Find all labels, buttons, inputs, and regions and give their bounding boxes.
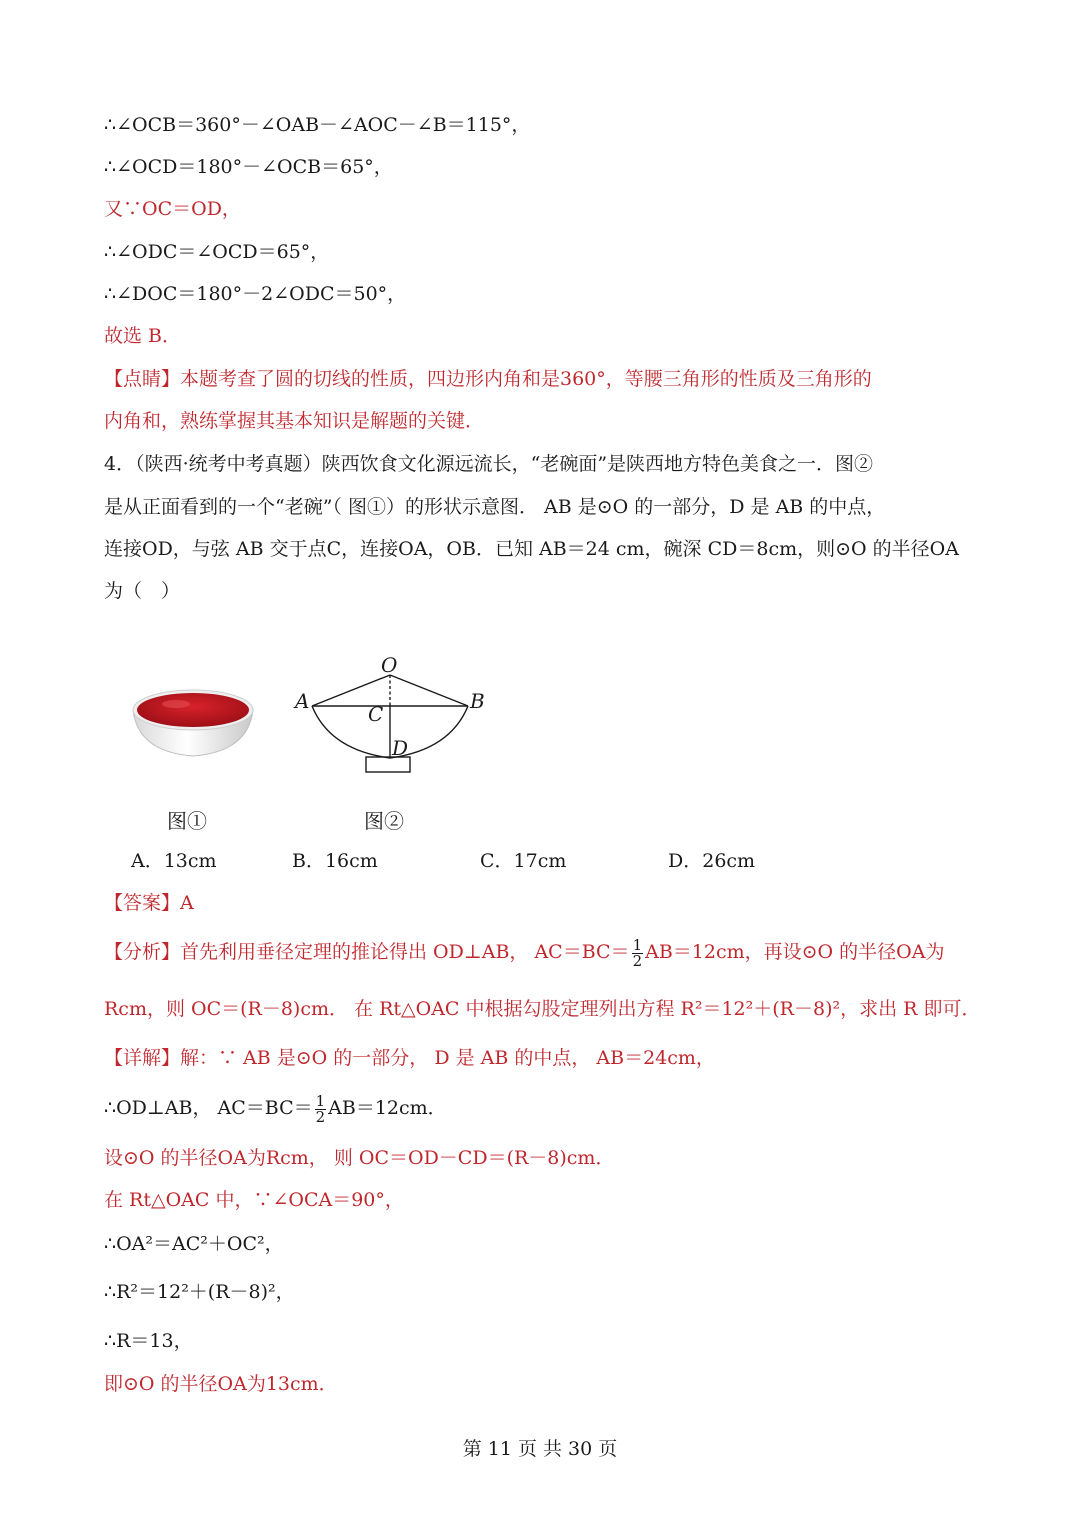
detail-text-post: AB＝12cm． [328, 1097, 447, 1119]
fraction-one-half-2 [315, 1091, 327, 1126]
detail-line-6: ∴R²＝12²＋(R－8)²， [104, 1281, 295, 1303]
solution-line-5: ∴∠DOC＝180°－2∠ODC＝50°， [104, 283, 407, 305]
radius-ob-line [390, 675, 468, 706]
page-footer: 第 11 页 共 30 页 [462, 1438, 618, 1460]
choice-d: D．26cm [668, 850, 756, 872]
bowl-diagram-figure [290, 650, 490, 780]
analysis-text-pre: 【分析】首先利用垂径定理的推论得出 OD⊥AB， AC＝BC＝ [104, 941, 630, 963]
fraction-numerator: 1 [632, 935, 643, 954]
label-o: O [381, 653, 398, 677]
question-line-4: 为（ ） [104, 580, 181, 602]
solution-line-3: 又∵OC＝OD， [104, 198, 241, 220]
question-line-1: 4．（陕西·统考中考真题）陕西饮食文化源远流长，“老碗面”是陕西地方特色美食之一．图② [104, 453, 874, 475]
label-a: A [295, 689, 310, 713]
answer-line: 【答案】A [104, 892, 194, 914]
detail-line-4: 在 Rt△OAC 中，∵∠OCA＝90°， [104, 1189, 404, 1211]
label-d: D [392, 736, 409, 760]
question-line-2: 是从正面看到的一个“老碗”（ 图①）的形状示意图． AB 是⊙O 的一部分，D 是 AB 的中点， [104, 496, 886, 518]
choice-a: A．13cm [131, 850, 217, 872]
figure-2-caption: 图② [364, 809, 404, 833]
choose-answer-line: 故选 B． [104, 325, 182, 347]
detail-line-2 [104, 1093, 447, 1125]
detail-line-1: 【详解】解：∵ AB 是⊙O 的一部分， D 是 AB 的中点， AB＝24cm， [104, 1047, 715, 1069]
analysis-text-post: AB＝12cm，再设⊙O 的半径OA为 [645, 941, 945, 963]
fraction-one-half [632, 935, 644, 970]
detail-line-8: 即⊙O 的半径OA为13cm． [104, 1373, 338, 1395]
analysis-line-1 [104, 937, 944, 969]
fraction-numerator-2: 1 [315, 1091, 326, 1110]
solution-line-1: ∴∠OCB＝360°－∠OAB－∠AOC－∠B＝115°， [104, 114, 531, 136]
label-b: B [470, 689, 485, 713]
bowl-photo-figure [128, 680, 258, 760]
label-c: C [368, 702, 384, 726]
detail-text-pre: ∴OD⊥AB， AC＝BC＝ [104, 1097, 313, 1119]
figure-1-caption: 图① [167, 809, 207, 833]
detail-line-5: ∴OA²＝AC²＋OC²， [104, 1233, 284, 1255]
fraction-denominator: 2 [632, 951, 643, 970]
key-point-line-1: 【点睛】本题考查了圆的切线的性质，四边形内角和是360°，等腰三角形的性质及三角形的 [104, 368, 872, 390]
detail-line-7: ∴R＝13， [104, 1330, 193, 1352]
choice-c: C．17cm [480, 850, 567, 872]
choice-b: B．16cm [292, 850, 378, 872]
question-line-3: 连接OD，与弦 AB 交于点C，连接OA，OB．已知 AB＝24 cm，碗深 CD＝8cm，则⊙O 的半径OA [104, 538, 959, 560]
detail-line-3: 设⊙O 的半径OA为Rcm， 则 OC＝OD－CD＝(R－8)cm． [104, 1147, 615, 1169]
key-point-line-2: 内角和，熟练掌握其基本知识是解题的关键． [104, 410, 485, 432]
answer-choices [131, 846, 931, 876]
solution-line-2: ∴∠OCD＝180°－∠OCB＝65°， [104, 156, 393, 178]
solution-line-4: ∴∠ODC＝∠OCD＝65°， [104, 241, 330, 263]
analysis-line-2: Rcm，则 OC＝(R－8)cm． 在 Rt△OAC 中根据勾股定理列出方程 R²＝12²＋(R－8)²，求出 R 即可． [104, 998, 981, 1020]
fraction-denominator-2: 2 [315, 1107, 326, 1126]
